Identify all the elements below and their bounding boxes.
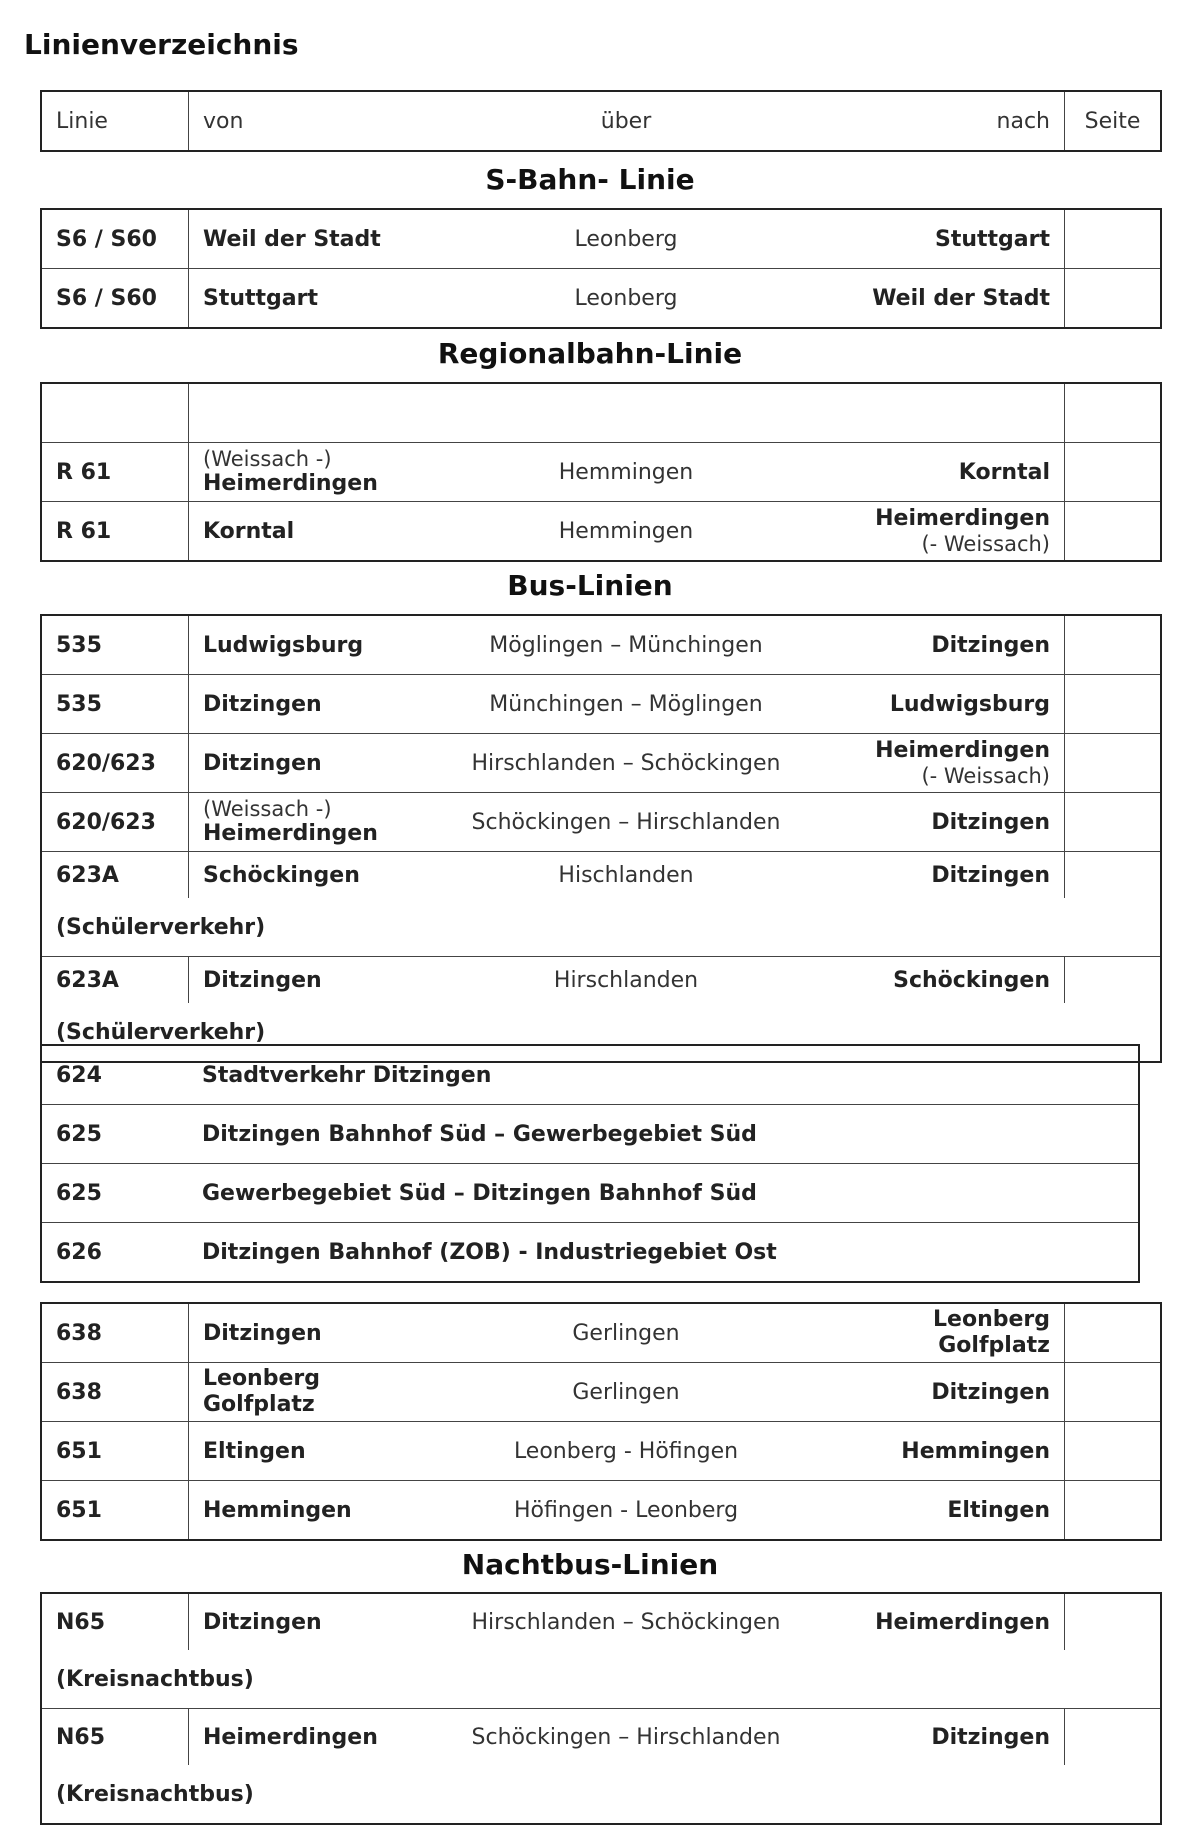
nach-name-2: Golfplatz: [938, 1333, 1050, 1358]
nach-cell: Ditzingen: [805, 1709, 1065, 1766]
table-row: [41, 675, 1161, 734]
von-prefix: (Weissach -): [203, 447, 332, 471]
nach-cell: [805, 502, 1065, 562]
col-ueber-header: über: [600, 108, 652, 134]
bus-table-2: [40, 1044, 1140, 1283]
ueber-cell: [447, 383, 805, 443]
sbahn-table: [40, 208, 1162, 329]
nacht-table: [40, 1592, 1162, 1825]
ueber-cell: Gerlingen: [572, 1320, 680, 1346]
seite-cell: [1065, 615, 1162, 675]
table-row: [41, 793, 1161, 852]
ueber-cell: Hirschlanden – Schöckingen: [447, 734, 805, 793]
col-nach-header: nach: [805, 91, 1065, 151]
seite-cell: [1065, 1593, 1162, 1650]
table-row: [41, 1422, 1161, 1481]
bus-table-1: [40, 614, 1162, 1063]
table-row: [41, 1593, 1161, 1650]
linie-cell: 620/623: [41, 793, 189, 852]
ueber-cell: Hemmingen: [447, 502, 805, 562]
note-cell: (Schülerverkehr): [56, 1019, 266, 1045]
linie-cell: 625: [41, 1164, 188, 1223]
note-cell: (Kreisnachtbus): [56, 1666, 254, 1692]
linie-cell: [41, 383, 189, 443]
table-row: [41, 1045, 1139, 1105]
linie-cell: 651: [41, 1481, 189, 1541]
von-cell: [189, 443, 448, 502]
von-cell: [189, 1363, 448, 1422]
linie-cell: 623A: [41, 957, 189, 1004]
route-cell: Ditzingen Bahnhof Süd – Gewerbegebiet Süd: [188, 1105, 1139, 1164]
linie-cell: 535: [41, 615, 189, 675]
route-cell: Gewerbegebiet Süd – Ditzingen Bahnhof Süd: [188, 1164, 1139, 1223]
von-cell: Ditzingen: [203, 1609, 322, 1635]
linie-cell: 625: [41, 1105, 188, 1164]
seite-cell: [1065, 1481, 1162, 1541]
seite-cell: [1065, 675, 1162, 734]
seite-cell: [1065, 502, 1162, 562]
table-row: [41, 615, 1161, 675]
von-cell: [189, 793, 448, 852]
von-prefix: (Weissach -): [203, 797, 332, 821]
seite-cell: [1065, 383, 1162, 443]
table-row: [41, 209, 1161, 269]
von-cell: Ditzingen: [189, 734, 448, 793]
table-row: [41, 269, 1161, 329]
von-cell: Hemmingen: [189, 1481, 448, 1541]
table-row: [41, 1481, 1161, 1541]
bus-table-3: [40, 1302, 1162, 1541]
von-cell: Stuttgart: [189, 269, 448, 329]
col-linie-header: Linie: [41, 91, 189, 151]
ueber-cell: Hischlanden: [447, 852, 805, 899]
linie-cell: 638: [41, 1363, 189, 1422]
nach-name: Heimerdingen: [875, 506, 1050, 531]
seite-cell: [1065, 1303, 1162, 1363]
nach-cell: [805, 734, 1065, 793]
linie-cell: 623A: [41, 852, 189, 899]
table-row: [41, 734, 1161, 793]
linie-cell: 626: [41, 1223, 188, 1283]
nach-cell: Ludwigsburg: [805, 675, 1065, 734]
ueber-cell: Höfingen - Leonberg: [447, 1481, 805, 1541]
ueber-cell: Münchingen – Möglingen: [447, 675, 805, 734]
von-name: Leonberg: [203, 1366, 320, 1391]
section-sbahn-heading: S-Bahn- Linie: [485, 163, 695, 196]
nach-cell: Ditzingen: [805, 793, 1065, 852]
nach-cell: [805, 1303, 1065, 1363]
seite-cell: [1065, 734, 1162, 793]
linie-cell: 638: [41, 1303, 189, 1363]
section-bus-heading: Bus-Linien: [507, 569, 673, 602]
section-regio-heading: Regionalbahn-Linie: [437, 337, 743, 370]
seite-cell: [1065, 957, 1162, 1004]
von-cell: Schöckingen: [189, 852, 448, 899]
ueber-cell: Leonberg: [447, 269, 805, 329]
nach-cell: Heimerdingen: [805, 1593, 1065, 1650]
table-row: [41, 1223, 1139, 1283]
note-row: [41, 1765, 1161, 1824]
regio-table: [40, 382, 1162, 562]
col-seite-header: Seite: [1084, 108, 1141, 134]
nach-suffix: (- Weissach): [921, 532, 1050, 556]
ueber-cell: Hemmingen: [447, 443, 805, 502]
table-row: [41, 1363, 1161, 1422]
von-name-2: Golfplatz: [203, 1392, 315, 1417]
von-cell: Ditzingen: [189, 675, 448, 734]
table-row: [41, 383, 1161, 443]
linie-cell: 651: [41, 1422, 189, 1481]
nach-cell: Weil der Stadt: [805, 269, 1065, 329]
ueber-cell: Leonberg: [574, 226, 678, 252]
note-cell: (Schülerverkehr): [56, 914, 266, 940]
linie-cell: S6 / S60: [41, 269, 189, 329]
col-von-header: von: [203, 108, 244, 134]
nach-cell: Hemmingen: [805, 1422, 1065, 1481]
seite-cell: [1065, 1709, 1162, 1766]
note-row: [41, 1650, 1161, 1709]
nach-cell: Korntal: [805, 443, 1065, 502]
ueber-cell: Hirschlanden – Schöckingen: [471, 1609, 781, 1635]
seite-cell: [1065, 852, 1162, 899]
table-row: [41, 957, 1161, 1004]
header-table: [40, 90, 1162, 152]
ueber-cell: Hirschlanden: [447, 957, 805, 1004]
ueber-cell: Leonberg - Höfingen: [447, 1422, 805, 1481]
ueber-cell: Schöckingen – Hirschlanden: [447, 793, 805, 852]
von-cell: [189, 383, 448, 443]
note-cell: (Kreisnachtbus): [56, 1781, 254, 1807]
von-cell: Ditzingen: [203, 1320, 322, 1346]
nach-cell: Eltingen: [805, 1481, 1065, 1541]
von-cell: Korntal: [189, 502, 448, 562]
nach-cell: Schöckingen: [805, 957, 1065, 1004]
seite-cell: [1065, 1363, 1162, 1422]
seite-cell: [1065, 209, 1162, 269]
table-row: [41, 1105, 1139, 1164]
seite-cell: [1065, 1422, 1162, 1481]
table-row: [41, 852, 1161, 899]
nach-name: Heimerdingen: [875, 738, 1050, 763]
seite-cell: [1065, 793, 1162, 852]
table-row: [41, 443, 1161, 502]
ueber-cell: Möglingen – Münchingen: [489, 632, 763, 658]
page-title: Linienverzeichnis: [24, 28, 299, 61]
table-row: [41, 1164, 1139, 1223]
note-row: [41, 898, 1161, 957]
linie-cell: N65: [41, 1593, 189, 1650]
section-nacht-heading: Nachtbus-Linien: [461, 1548, 719, 1581]
linie-cell: 535: [41, 675, 189, 734]
header-row: [41, 91, 1161, 151]
nach-cell: Ditzingen: [805, 852, 1065, 899]
von-cell: Ditzingen: [189, 957, 448, 1004]
von-cell: Eltingen: [189, 1422, 448, 1481]
von-cell: Weil der Stadt: [203, 226, 381, 252]
table-row: [41, 1303, 1161, 1363]
linie-cell: R 61: [41, 443, 189, 502]
table-row: [41, 1709, 1161, 1766]
nach-cell: [805, 383, 1065, 443]
route-cell: Ditzingen Bahnhof (ZOB) - Industriegebiet Ost: [188, 1223, 1139, 1283]
linie-cell: 624: [56, 1062, 102, 1088]
linie-cell: N65: [41, 1709, 189, 1766]
von-cell: Heimerdingen: [189, 1709, 448, 1766]
table-row: [41, 502, 1161, 562]
nach-cell: Ditzingen: [805, 615, 1065, 675]
linie-cell: R 61: [41, 502, 189, 562]
linie-cell: 620/623: [41, 734, 189, 793]
nach-cell: Ditzingen: [805, 1363, 1065, 1422]
seite-cell: [1065, 269, 1162, 329]
ueber-cell: Schöckingen – Hirschlanden: [447, 1709, 805, 1766]
nach-cell: Stuttgart: [805, 209, 1065, 269]
von-cell: Ludwigsburg: [203, 632, 364, 658]
von-name: Heimerdingen: [203, 471, 378, 496]
nach-name: Leonberg: [933, 1307, 1050, 1332]
nach-suffix: (- Weissach): [921, 764, 1050, 788]
linie-cell: S6 / S60: [41, 209, 189, 269]
von-name: Heimerdingen: [203, 821, 378, 846]
ueber-cell: Gerlingen: [447, 1363, 805, 1422]
route-cell: Stadtverkehr Ditzingen: [202, 1062, 492, 1088]
seite-cell: [1065, 443, 1162, 502]
